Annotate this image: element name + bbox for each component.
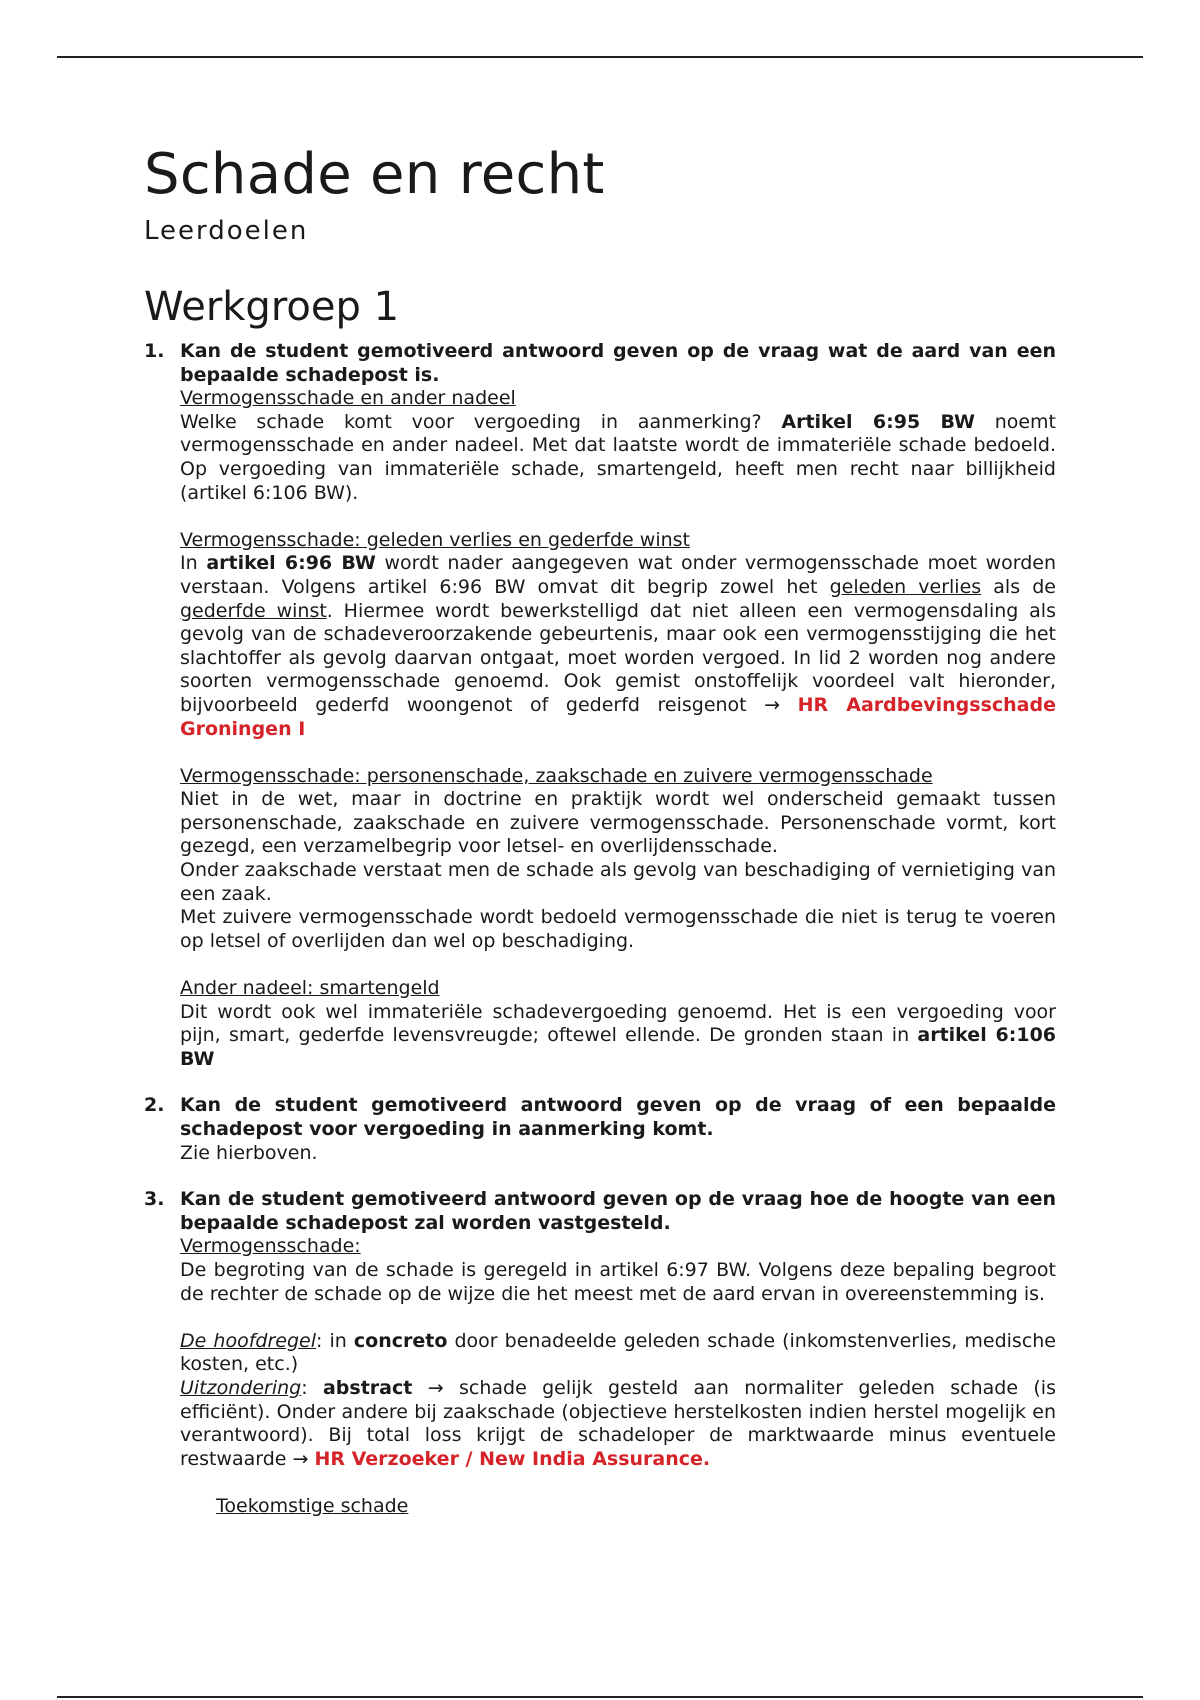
paragraph: In artikel 6:96 BW wordt nader aangegeven wat onder vermogensschade moet worden verstaan. Volgens artikel 6:96 BW omvat dit begrip zowel het geleden verlies als de gederfde winst. Hiermee wordt bewerkstelligd dat niet alleen een vermogensdaling als gevolg van de schadeveroorzakende gebeurtenis, maar ook een vermogensstijging die het slachtoffer als gevolg daarvan ontgaat, moet worden vergoed. In lid 2 worden nog andere soorten vermogensschade genoemd. Ook gemist onstoffelijk voordeel valt hieronder, bijvoorbeeld gederfd woongenot of gederfd reisgenot → HR Aardbevingsschade Groningen I — [180, 552, 1057, 740]
paragraph: De hoofdregel: in concreto door benadeelde geleden schade (inkomstenverlies, medische kosten, etc.) — [180, 1329, 1056, 1376]
term-italic: Uitzondering — [180, 1376, 302, 1399]
case-reference: HR Aardbevingsschade Groningen I — [180, 693, 1056, 740]
paragraph: Zie hierboven. — [180, 1141, 318, 1164]
subheading: Toekomstige schade — [216, 1494, 409, 1517]
term-italic: De hoofdregel — [180, 1329, 316, 1352]
paragraph: Met zuivere vermogensschade wordt bedoeld vermogensschade die niet is terug te voeren op letsel of overlijden dan wel op beschadiging. — [180, 906, 1056, 952]
paragraph: Welke schade komt voor vergoeding in aanmerking? Artikel 6:95 BW noemt vermogensschade en ander nadeel. Met dat laatste wordt de immateriële schade bedoeld. Op vergoeding van immateriële schade, smartengeld, heeft men recht naar billijkheid (artikel 6:106 BW). — [180, 410, 1057, 504]
top-rule — [57, 56, 1143, 58]
goal-number: 3. — [144, 1188, 165, 1211]
paragraph: Niet in de wet, maar in doctrine en praktijk wordt wel onderscheid gemaakt tussen personenschade, zaakschade en zuivere vermogensschade. Personenschade vormt, kort gezegd, een verzamelbegrip voor letsel- en overlijdensschade. — [180, 788, 1056, 858]
article-reference: artikel 6:96 BW — [206, 552, 376, 575]
paragraph: De begroting van de schade is geregeld in artikel 6:97 BW. Volgens deze bepaling begroot de rechter de schade op de wijze die het meest met de aard ervan in overeenstemming is. — [180, 1258, 1056, 1305]
paragraph: Dit wordt ook wel immateriële schadevergoeding genoemd. Het is een vergoeding voor pijn, smart, gederfde levensvreugde; oftewel ellende. De gronden staan in artikel 6:106 BW — [180, 1000, 1057, 1070]
learning-goal — [144, 1188, 1056, 1518]
subheading: Vermogensschade: — [180, 1235, 361, 1258]
section-heading: Werkgroep 1 — [144, 284, 400, 330]
goal-number: 2. — [144, 1094, 165, 1117]
goal-question: Kan de student gemotiveerd antwoord geven op de vraag wat de aard van een bepaalde schadepost is. — [180, 340, 1056, 386]
goal-question: Kan de student gemotiveerd antwoord geven op de vraag of een bepaalde schadepost voor vergoeding in aanmerking komt. — [180, 1094, 1056, 1140]
paragraph: Onder zaakschade verstaat men de schade als gevolg van beschadiging of vernietiging van een zaak. — [180, 859, 1056, 905]
goal-question: Kan de student gemotiveerd antwoord geven op de vraag hoe de hoogte van een bepaalde schadepost zal worden vastgesteld. — [180, 1188, 1056, 1234]
case-reference: HR Verzoeker / New India Assurance. — [314, 1447, 711, 1470]
article-reference: Artikel 6:95 BW — [781, 410, 975, 433]
learning-goals-list — [144, 340, 1056, 1519]
goal-number: 1. — [144, 340, 165, 362]
learning-goal — [144, 340, 1056, 1071]
subheading: Vermogensschade: personenschade, zaakschade en zuivere vermogensschade — [180, 764, 933, 787]
term-bold: abstract — [322, 1376, 413, 1399]
subheading: Vermogensschade en ander nadeel — [180, 387, 516, 410]
paragraph: Uitzondering: abstract → schade gelijk gesteld aan normaliter geleden schade (is efficiënt). Onder andere bij zaakschade (objectieve herstelkosten indien herstel mogelijk en verantwoord). Bij total loss krijgt de schadeloper de marktwaarde minus eventuele restwaarde → HR Verzoeker / New India Assurance. — [180, 1376, 1056, 1470]
term-underlined: gederfde winst — [180, 599, 327, 622]
document-title: Schade en recht — [144, 142, 605, 207]
document-page — [144, 140, 1056, 1542]
document-subtitle: Leerdoelen — [144, 216, 309, 246]
term-bold: concreto — [353, 1329, 448, 1352]
subheading: Vermogensschade: geleden verlies en gederfde winst — [180, 528, 690, 551]
subheading: Ander nadeel: smartengeld — [180, 977, 440, 1000]
learning-goal — [144, 1094, 1056, 1165]
bottom-rule — [57, 1696, 1143, 1698]
article-reference: artikel 6:106 BW — [180, 1024, 1057, 1070]
term-underlined: geleden verlies — [829, 575, 982, 598]
